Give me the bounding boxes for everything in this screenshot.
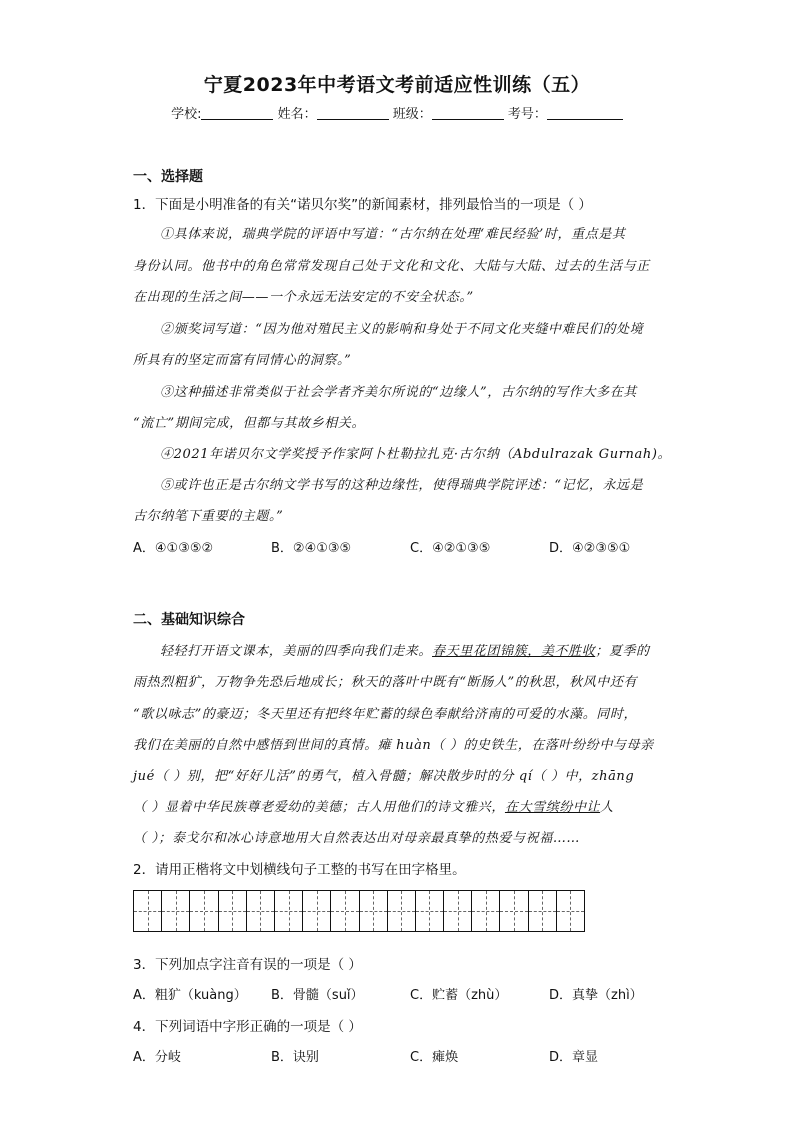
tianzige-cell[interactable] <box>331 891 359 931</box>
question-3-stem: 3．下列加点字注音有误的一项是（ ） <box>133 957 362 973</box>
section-heading-choice: 一、选择题 <box>133 169 203 185</box>
passage-text: 轻轻打开语文课本，美丽的四季向我们走来。 <box>160 644 433 659</box>
school-label: 学校: <box>171 107 202 122</box>
exam-no-blank[interactable] <box>547 107 623 120</box>
q1-option-c[interactable]: C．④②①③⑤ <box>410 541 491 556</box>
page-title: 宁夏2023年中考语文考前适应性训练（五） <box>203 74 591 96</box>
q3-option-a[interactable]: A．粗犷（kuàng） <box>133 988 247 1003</box>
tianzige-cell[interactable] <box>134 891 162 931</box>
q1-option-a[interactable]: A．④①③⑤② <box>133 541 214 556</box>
tianzige-cell[interactable] <box>303 891 331 931</box>
passage-line <box>133 796 663 815</box>
tianzige-cell[interactable] <box>529 891 557 931</box>
q4-option-b[interactable]: B．诀别 <box>271 1050 319 1065</box>
tianzige-cell[interactable] <box>247 891 275 931</box>
tianzige-cell[interactable] <box>388 891 416 931</box>
passage-line: “歌以咏志”的豪迈；冬天里还有把终年贮蓄的绿色奉献给济南的可爱的水藻。同时， <box>133 707 638 722</box>
section-heading-basics: 二、基础知识综合 <box>133 612 245 628</box>
q4-option-a[interactable]: A．分岐 <box>133 1050 181 1065</box>
material-line: ⑤或许也正是古尔纳文学书写的这种边缘性，使得瑞典学院评述：“记忆，永远是 <box>160 478 644 493</box>
underlined-sentence: 春天里花团锦簇，美不胜收 <box>432 644 596 659</box>
name-label: 姓名： <box>277 107 317 122</box>
tianzige-cell[interactable] <box>219 891 247 931</box>
tianzige-cell[interactable] <box>416 891 444 931</box>
material-line: ②颁奖词写道：“因为他对殖民主义的影响和身处于不同文化夹缝中难民们的处境 <box>160 322 644 337</box>
material-line: 身份认同。他书中的角色常常发现自己处于文化和文化、大陆与大陆、过去的生活与正 <box>133 259 650 274</box>
passage-line: 雨热烈粗犷，万物争先恐后地成长；秋天的落叶中既有“断肠人”的秋思，秋风中还有 <box>133 675 638 690</box>
tianzige-cell[interactable] <box>557 891 584 931</box>
material-line: ①具体来说，瑞典学院的评语中写道：“古尔纳在处理‘难民经验’时，重点是其 <box>160 227 626 242</box>
tianzige-cell[interactable] <box>162 891 190 931</box>
q3-option-b[interactable]: B．骨髓（suǐ） <box>271 988 364 1003</box>
school-blank[interactable] <box>201 107 273 120</box>
q1-option-b[interactable]: B．②④①③⑤ <box>271 541 352 556</box>
tianzige-cell[interactable] <box>500 891 528 931</box>
tianzige-cell[interactable] <box>360 891 388 931</box>
tianzige-cell[interactable] <box>444 891 472 931</box>
q3-option-d[interactable]: D．真挚（zhì） <box>549 988 643 1003</box>
passage-text: ；夏季的 <box>595 644 650 659</box>
tianzige-cell[interactable] <box>275 891 303 931</box>
underlined-phrase: 在大雪缤纷中让 <box>504 800 601 815</box>
material-line: 所具有的坚定而富有同情心的洞察。” <box>133 353 352 368</box>
q4-option-c[interactable]: C．瘫焕 <box>410 1050 459 1065</box>
q3-option-c[interactable]: C．贮蓄（zhù） <box>410 988 508 1003</box>
name-blank[interactable] <box>317 107 389 120</box>
material-line: ④2021年诺贝尔文学奖授予作家阿卜杜勒拉扎克·古尔纳（Abdulrazak Gurnah)。 <box>160 447 672 462</box>
exam-no-label: 考号： <box>507 107 547 122</box>
question-1-stem: 1．下面是小明准备的有关“诺贝尔奖”的新闻素材，排列最恰当的一项是（ ） <box>133 197 592 213</box>
question-2-stem: 2．请用正楷将文中划横线句子工整的书写在田字格里。 <box>133 862 466 878</box>
tianzige-writing-grid[interactable] <box>133 890 585 932</box>
passage-line: （ ）；泰戈尔和冰心诗意地用大自然表达出对母亲最真挚的热爱与祝福…… <box>133 831 581 846</box>
passage-line: 我们在美丽的自然中感悟到世间的真情。瘫 huàn（ ）的史铁生，在落叶纷纷中与母亲 <box>133 738 654 753</box>
class-label: 班级： <box>392 107 432 122</box>
passage-text: 人 <box>600 800 614 815</box>
passage-text: （ ）显着中华民族尊老爱幼的美德；古人用他们的诗文雅兴， <box>133 800 505 815</box>
class-blank[interactable] <box>432 107 504 120</box>
material-line: ③这种描述非常类似于社会学者齐美尔所说的“边缘人”，古尔纳的写作大多在其 <box>160 385 637 400</box>
material-line: 古尔纳笔下重要的主题。” <box>133 509 284 524</box>
tianzige-cell[interactable] <box>190 891 218 931</box>
material-line: 在出现的生活之间——一个永远无法安定的不安全状态。” <box>133 290 474 305</box>
question-4-stem: 4．下列词语中字形正确的一项是（ ） <box>133 1019 362 1035</box>
passage-line: jué（ ）别，把“好好儿活”的勇气，植入骨髓；解决散步时的分 qí（ ）中，zhāng <box>133 769 635 784</box>
passage-line <box>160 640 690 659</box>
tianzige-cell[interactable] <box>472 891 500 931</box>
student-info-line <box>0 103 794 122</box>
material-line: “流亡”期间完成，但都与其故乡相关。 <box>133 416 366 431</box>
q4-option-d[interactable]: D．章显 <box>549 1050 599 1065</box>
q1-option-d[interactable]: D．④②③⑤① <box>549 541 631 556</box>
